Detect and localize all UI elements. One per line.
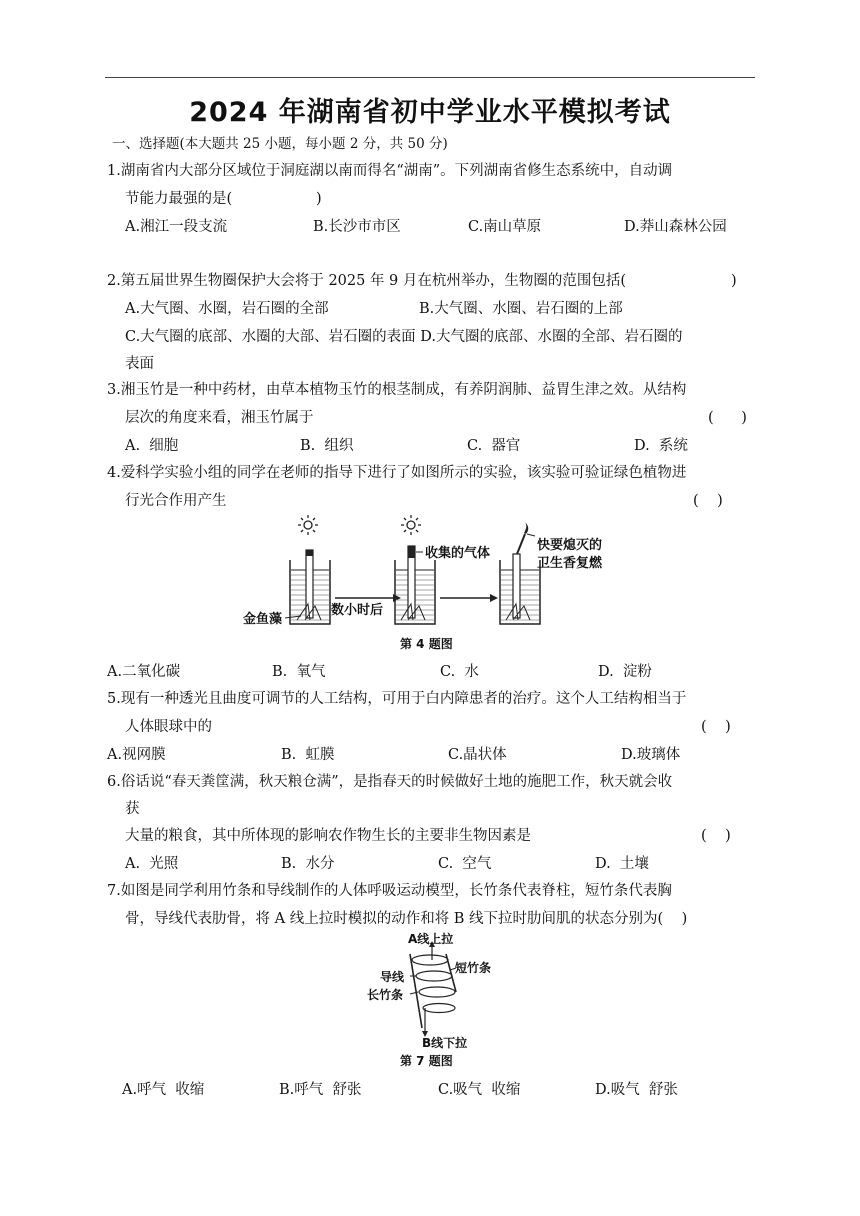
q4-option-c[interactable]: C. 水: [440, 664, 479, 680]
q1-stem-line2: 节能力最强的是(: [125, 191, 233, 207]
q7-figure: [360, 932, 510, 1070]
q5-stem-line2: 人体眼球中的: [125, 719, 212, 735]
q5-paren: ( ): [701, 719, 731, 735]
q1-option-a[interactable]: A.湘江一段支流: [125, 219, 228, 235]
fig7-label-wire: 导线: [380, 970, 405, 984]
fig7-caption: 第 7 题图: [400, 1054, 453, 1068]
fig4-caption: 第 4 题图: [400, 637, 453, 651]
fig4-label-incense-2: 卫生香复燃: [537, 556, 603, 571]
q3-option-a[interactable]: A. 细胞: [125, 438, 179, 454]
q5-option-b[interactable]: B. 虹膜: [281, 747, 335, 763]
q4-option-b[interactable]: B. 氧气: [272, 664, 326, 680]
beaker-3: [500, 522, 540, 624]
beaker-1: [290, 550, 330, 624]
q1-option-d[interactable]: D.莽山森林公园: [624, 219, 727, 235]
q2-stem-line1: 2.第五届世界生物圈保护大会将于 2025 年 9 月在杭州举办，生物圈的范围包括(: [107, 273, 627, 289]
sun-icon: [401, 515, 421, 535]
q6-option-a[interactable]: A. 光照: [125, 856, 179, 872]
fig7-label-a: A线上拉: [408, 932, 454, 946]
fig4-label-algae: 金鱼藻: [243, 612, 283, 627]
sun-icon: [298, 515, 318, 535]
fig4-label-time: 数小时后: [331, 603, 384, 618]
q6-option-c[interactable]: C. 空气: [438, 856, 492, 872]
exam-title: 2024 年湖南省初中学业水平模拟考试: [189, 97, 671, 128]
section-heading: 一、选择题(本大题共 25 小题，每小题 2 分，共 50 分): [112, 136, 448, 152]
fig7-label-long: 长竹条: [367, 988, 404, 1002]
q4-paren: ( ): [693, 493, 723, 509]
q7-stem-line1: 7.如图是同学利用竹条和导线制作的人体呼吸运动模型，长竹条代表脊柱，短竹条代表胸: [107, 883, 672, 899]
q7-option-b[interactable]: B.呼气 舒张: [279, 1082, 362, 1098]
q1-stem-line1: 1.湖南省内大部分区域位于洞庭湖以南而得名“湖南”。下列湖南省修生态系统中，自动调: [107, 163, 673, 179]
q6-stem-line1: 6.俗话说“春天粪筐满，秋天粮仓满”，是指春天的时候做好土地的施肥工作，秋天就会收: [107, 774, 673, 790]
q3-option-c[interactable]: C. 器官: [467, 438, 521, 454]
q2-option-a[interactable]: A.大气圈、水圈，岩石圈的全部: [125, 301, 329, 317]
fig7-label-b: B线下拉: [422, 1036, 468, 1050]
q4-stem-line2: 行光合作用产生: [125, 493, 227, 509]
fig4-label-incense-1: 快要熄灭的: [537, 538, 603, 553]
q2-paren: ): [731, 273, 737, 289]
q6-option-b[interactable]: B. 水分: [281, 856, 335, 872]
fig7-label-short: 短竹条: [455, 961, 492, 975]
q5-option-d[interactable]: D.玻璃体: [621, 747, 681, 763]
q4-stem-line1: 4.爱科学实验小组的同学在老师的指导下进行了如图所示的实验，该实验可验证绿色植物进: [107, 465, 687, 481]
q3-option-b[interactable]: B. 组织: [300, 438, 354, 454]
q1-option-b[interactable]: B.长沙市市区: [313, 219, 401, 235]
q5-stem-line1: 5.现有一种透光且曲度可调节的人工结构，可用于白内障患者的治疗。这个人工结构相当于: [107, 691, 687, 707]
q6-stem-line3: 大量的粮食，其中所体现的影响农作物生长的主要非生物因素是: [125, 828, 531, 844]
q6-option-d[interactable]: D. 土壤: [595, 856, 649, 872]
q3-option-d[interactable]: D. 系统: [634, 438, 688, 454]
q7-option-a[interactable]: A.呼气 收缩: [122, 1082, 205, 1098]
q3-stem-line1: 3.湘玉竹是一种中药材，由草本植物玉竹的根茎制成，有养阴润肺、益胃生津之效。从结构: [107, 382, 687, 398]
q7-option-d[interactable]: D.吸气 舒张: [595, 1082, 678, 1098]
q2-option-b[interactable]: B.大气圈、水圈、岩石圈的上部: [419, 301, 623, 317]
q2-option-d-tail: 表面: [125, 356, 154, 372]
q6-stem-line2: 获: [125, 801, 140, 817]
header-rule: [105, 77, 755, 78]
fig4-label-gas: 收集的气体: [425, 546, 491, 561]
q3-stem-line2: 层次的角度来看，湘玉竹属于: [125, 410, 314, 426]
q3-paren: ( ): [708, 410, 747, 426]
q7-option-c[interactable]: C.吸气 收缩: [438, 1082, 521, 1098]
q2-option-cd[interactable]: C.大气圈的底部、水圈的大部、岩石圈的表面 D.大气圈的底部、水圈的全部、岩石圈的: [125, 329, 683, 345]
q4-option-d[interactable]: D. 淀粉: [598, 664, 652, 680]
q4-figure: [235, 512, 625, 657]
q7-stem-line2: 骨，导线代表肋骨，将 A 线上拉时模拟的动作和将 B 线下拉时肋间肌的状态分别为( ): [125, 911, 688, 927]
q1-paren: ): [316, 191, 322, 207]
q6-paren: ( ): [701, 828, 731, 844]
q4-option-a[interactable]: A.二氧化碳: [107, 664, 181, 680]
q5-option-a[interactable]: A.视网膜: [107, 747, 166, 763]
q5-option-c[interactable]: C.晶状体: [448, 747, 507, 763]
q1-option-c[interactable]: C.南山草原: [468, 219, 542, 235]
